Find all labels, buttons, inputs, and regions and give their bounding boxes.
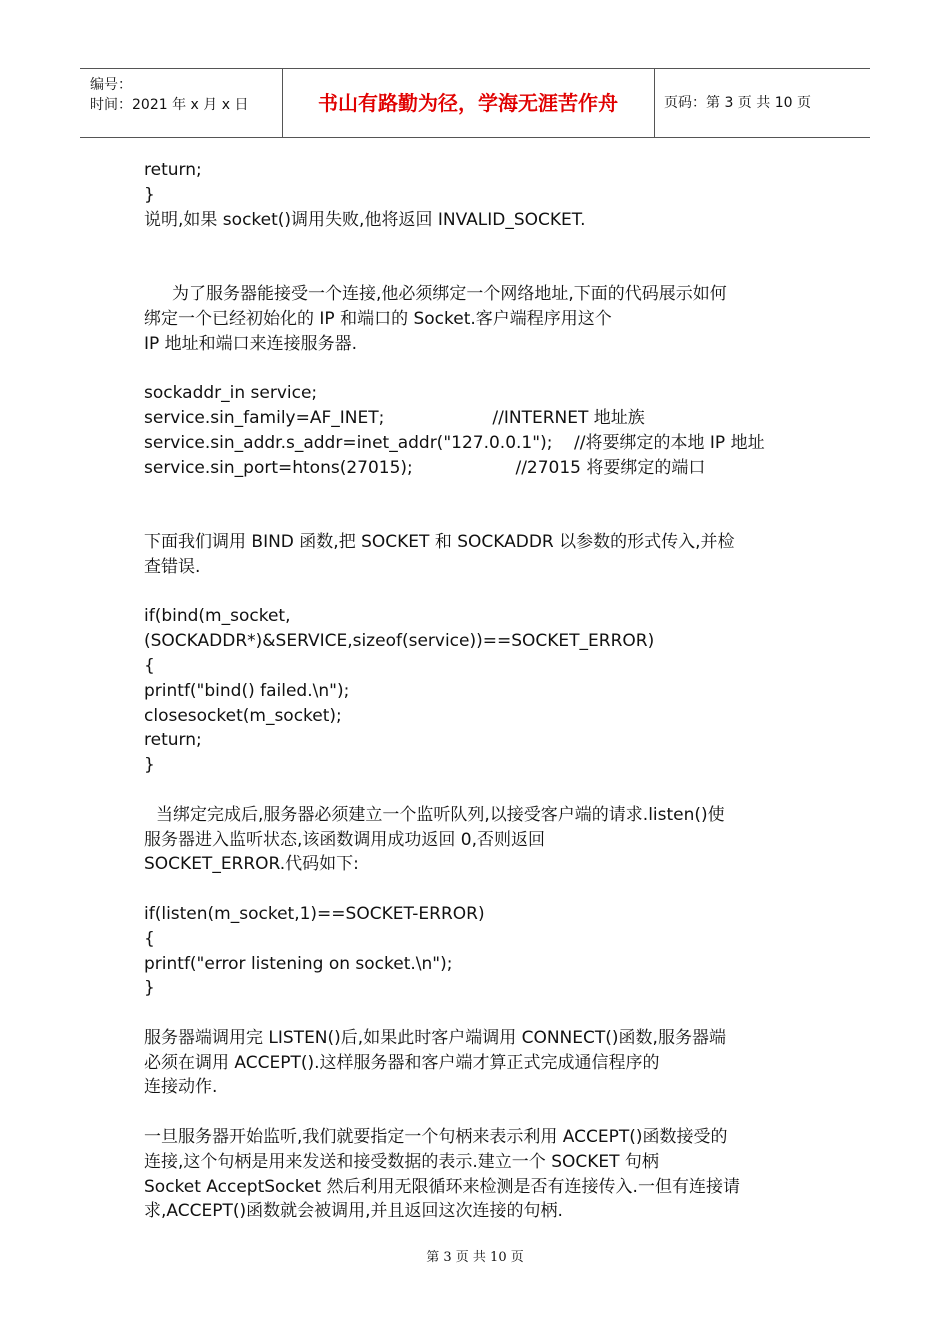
text-line: 连接,这个句柄是用来发送和接受数据的表示.建立一个 SOCKET 句柄	[144, 1151, 659, 1172]
header-divider	[654, 69, 655, 137]
text-line: 下面我们调用 BIND 函数,把 SOCKET 和 SOCKADDR 以参数的形式传入,并检	[144, 531, 735, 552]
code-line: service.sin_addr.s_addr=inet_addr("127.0.0.1"); //将要绑定的本地 IP 地址	[144, 432, 765, 453]
code-line: (SOCKADDR*)&SERVICE,sizeof(service))==SOCKET_ERROR)	[144, 631, 655, 652]
text-line: 连接动作.	[144, 1077, 218, 1098]
text-line	[144, 1001, 814, 1026]
text-line: 服务器端调用完 LISTEN()后,如果此时客户端调用 CONNECT()函数,服务器端	[144, 1027, 726, 1048]
code-line: return;	[144, 730, 202, 751]
text-line: Socket AcceptSocket 然后利用无限循环来检测是否有连接传入.一但有连接请	[144, 1176, 740, 1197]
page-footer: 第 3 页 共 10 页	[426, 1250, 524, 1265]
header-motto: 书山有路勤为径，学海无涯苦作舟	[318, 91, 618, 115]
code-line: if(bind(m_socket,	[144, 606, 291, 627]
text-line: 服务器进入监听状态,该函数调用成功返回 0,否则返回	[144, 829, 546, 850]
text-line: return;	[144, 160, 202, 180]
header-page-info: 页码：第 3 页 共 10 页	[664, 95, 811, 111]
code-line: }	[144, 755, 155, 776]
code-line: service.sin_family=AF_INET; //INTERNET 地址族	[144, 407, 645, 428]
page-header	[80, 68, 870, 138]
code-line: printf("error listening on socket.\n");	[144, 953, 453, 974]
text-line	[144, 877, 814, 902]
text-line: 为了服务器能接受一个连接,他必须绑定一个网络地址,下面的代码展示如何	[172, 283, 727, 304]
text-line: 查错误.	[144, 556, 201, 577]
text-line: 当绑定完成后,服务器必须建立一个监听队列,以接受客户端的请求.listen()使	[156, 804, 725, 825]
document-date: 时间：2021 年 x 月 x 日	[90, 97, 249, 113]
code-line: {	[144, 928, 155, 949]
code-line: {	[144, 655, 155, 676]
code-line: service.sin_port=htons(27015); //27015 将要绑定的端口	[144, 457, 706, 478]
code-line: sockaddr_in service;	[144, 383, 318, 404]
header-meta	[90, 75, 248, 115]
document-number-label: 编号：	[90, 77, 132, 93]
text-line: }	[144, 184, 155, 205]
text-line	[144, 356, 814, 381]
document-body	[144, 158, 814, 1224]
text-line: 求,ACCEPT()函数就会被调用,并且返回这次连接的句柄.	[144, 1201, 563, 1222]
text-line: 一旦服务器开始监听,我们就要指定一个句柄来表示利用 ACCEPT()函数接受的	[144, 1127, 728, 1148]
text-line	[144, 505, 814, 530]
code-line: if(listen(m_socket,1)==SOCKET-ERROR)	[144, 903, 485, 924]
text-line: SOCKET_ERROR.代码如下:	[144, 854, 359, 875]
text-line	[144, 580, 814, 605]
text-line: 绑定一个已经初始化的 IP 和端口的 Socket.客户端程序用这个	[144, 308, 612, 329]
code-line: closesocket(m_socket);	[144, 705, 342, 726]
text-line: 说明,如果 socket()调用失败,他将返回 INVALID_SOCKET.	[144, 209, 586, 230]
text-line	[144, 480, 814, 505]
text-line	[144, 778, 814, 803]
text-line	[144, 1100, 814, 1125]
code-line: }	[144, 978, 155, 999]
text-line: IP 地址和端口来连接服务器.	[144, 333, 358, 354]
text-line	[144, 257, 814, 282]
code-line: printf("bind() failed.\n");	[144, 680, 350, 701]
text-line	[144, 232, 814, 257]
text-line: 必须在调用 ACCEPT().这样服务器和客户端才算正式完成通信程序的	[144, 1052, 660, 1073]
